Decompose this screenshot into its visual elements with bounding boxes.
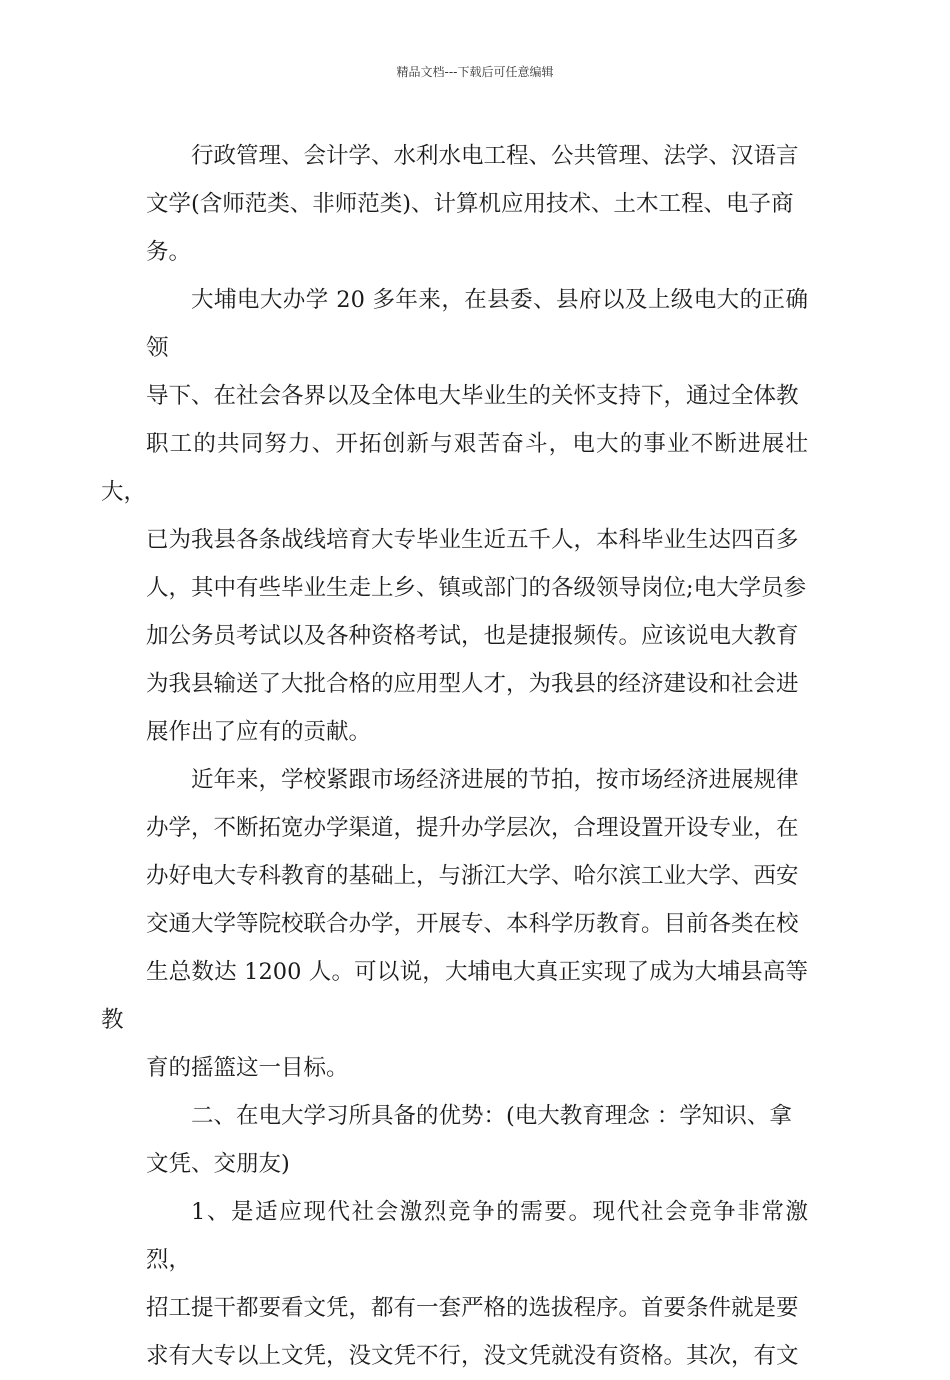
paragraph-advantage-1 (146, 1188, 808, 1380)
line: 二、在电大学习所具备的优势：(电大教育理念 ：学知识、拿 (191, 1103, 792, 1129)
line: 加公务员考试以及各种资格考试，也是捷报频传。应该说电大教育 (146, 623, 799, 649)
line: 务。 (146, 239, 192, 265)
line: 交通大学等院校联合办学，开展专、本科学历教育。目前各类在校 (146, 911, 799, 937)
page-header: 精品文档---下载后可任意编辑 (396, 65, 554, 79)
paragraph-recent-years (101, 756, 808, 1092)
line: 近年来，学校紧跟市场经济进展的节拍，按市场经济进展规律 (191, 767, 799, 793)
line: 行政管理、会计学、水利水电工程、公共管理、法学、汉语言 (191, 143, 799, 169)
line: 办学，不断拓宽办学渠道，提升办学层次，合理设置开设专业，在 (146, 815, 799, 841)
line: 文学(含师范类、非师范类)、计算机应用技术、土木工程、电子商 (146, 191, 794, 217)
line: 招工提干都要看文凭，都有一套严格的选拔程序。首要条件就是要 (146, 1295, 799, 1321)
line: 育的摇篮这一目标。 (146, 1055, 349, 1081)
line: 办好电大专科教育的基础上，与浙江大学、哈尔滨工业大学、西安 (146, 863, 799, 889)
line: 为我县输送了大批合格的应用型人才，为我县的经济建设和社会进 (146, 671, 799, 697)
paragraph-majors-list (146, 132, 808, 276)
line: 职工的共同努力、开拓创新与艰苦奋斗，电大的事业不断进展壮大， (101, 431, 808, 505)
line: 导下、在社会各界以及全体电大毕业生的关怀支持下，通过全体教 (146, 383, 799, 409)
line: 文凭、交朋友) (146, 1151, 290, 1177)
line: 生总数达 1200 人。可以说，大埔电大真正实现了成为大埔县高等教 (101, 959, 808, 1033)
line: 已为我县各条战线培育大专毕业生近五千人，本科毕业生达四百多 (146, 527, 799, 553)
paragraph-history (101, 276, 808, 756)
line: 求有大专以上文凭，没文凭不行，没文凭就没有资格。其次，有文 (146, 1343, 799, 1369)
line: 1、是适应现代社会激烈竞争的需要。现代社会竞争非常激烈， (146, 1199, 808, 1273)
line: 人，其中有些毕业生走上乡、镇或部门的各级领导岗位;电大学员参 (146, 575, 807, 601)
line: 展作出了应有的贡献。 (146, 719, 372, 745)
document-body (101, 132, 808, 1380)
paragraph-advantages-heading (146, 1092, 808, 1188)
line: 大埔电大办学 20 多年来，在县委、县府以及上级电大的正确领 (146, 287, 808, 361)
